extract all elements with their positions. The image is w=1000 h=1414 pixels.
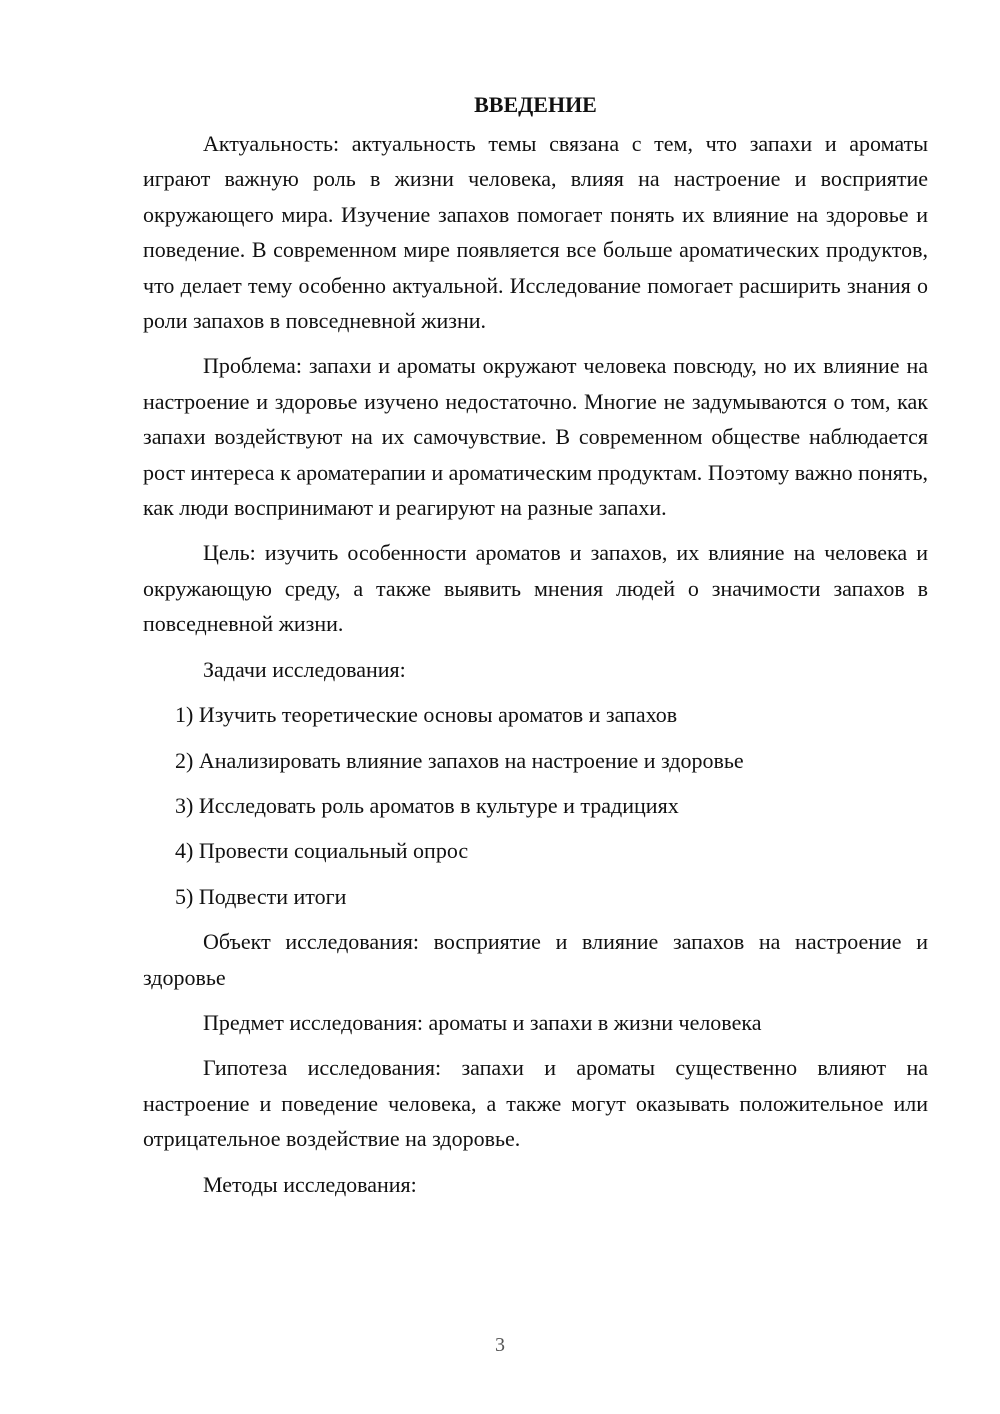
task-item: 1) Изучить теоретические основы ароматов и запахов xyxy=(175,702,678,728)
section-title: ВВЕДЕНИЕ xyxy=(474,92,597,117)
object-paragraph: Объект исследования: восприятие и влияние запахов на настроение и здоровье xyxy=(143,929,928,990)
task-item: 3) Исследовать роль ароматов в культуре и традициях xyxy=(175,792,679,818)
task-item: 2) Анализировать влияние запахов на настроение и здоровье xyxy=(175,747,744,773)
task-item: 4) Провести социальный опрос xyxy=(175,838,469,864)
subject-paragraph: Предмет исследования: ароматы и запахи в жизни человека xyxy=(203,1009,762,1035)
problem-paragraph: Проблема: запахи и ароматы окружают человека повсюду, но их влияние на настроение и здоровье изучено недостаточно. Многие не задумываются о том, как запахи воздействуют на их самочувствие. В современном обществе наблюдается рост интереса к ароматерапии и ароматическим продуктам. Поэтому важно понять, как люди воспринимают и реагируют на разные запахи. xyxy=(143,353,928,521)
tasks-heading: Задачи исследования: xyxy=(203,656,406,682)
methods-heading: Методы исследования: xyxy=(203,1171,417,1197)
hypothesis-paragraph: Гипотеза исследования: запахи и ароматы существенно влияют на настроение и поведение человека, а также могут оказывать положительное или отрицательное воздействие на здоровье. xyxy=(143,1055,928,1152)
goal-paragraph: Цель: изучить особенности ароматов и запахов, их влияние на человека и окружающую среду, а также выявить мнения людей о значимости запахов в повседневной жизни. xyxy=(143,540,928,637)
page-number: 3 xyxy=(495,1334,505,1356)
document-page xyxy=(143,90,928,1212)
relevance-paragraph: Актуальность: актуальность темы связана с тем, что запахи и ароматы играют важную роль в жизни человека, влияя на настроение и восприятие окружающего мира. Изучение запахов помогает понять их влияние на здоровье и поведение. В современном мире появляется все больше ароматических продуктов, что делает тему особенно актуальной. Исследование помогает расширить знания о роли запахов в повседневной жизни. xyxy=(143,131,928,334)
task-item: 5) Подвести итоги xyxy=(175,883,347,909)
